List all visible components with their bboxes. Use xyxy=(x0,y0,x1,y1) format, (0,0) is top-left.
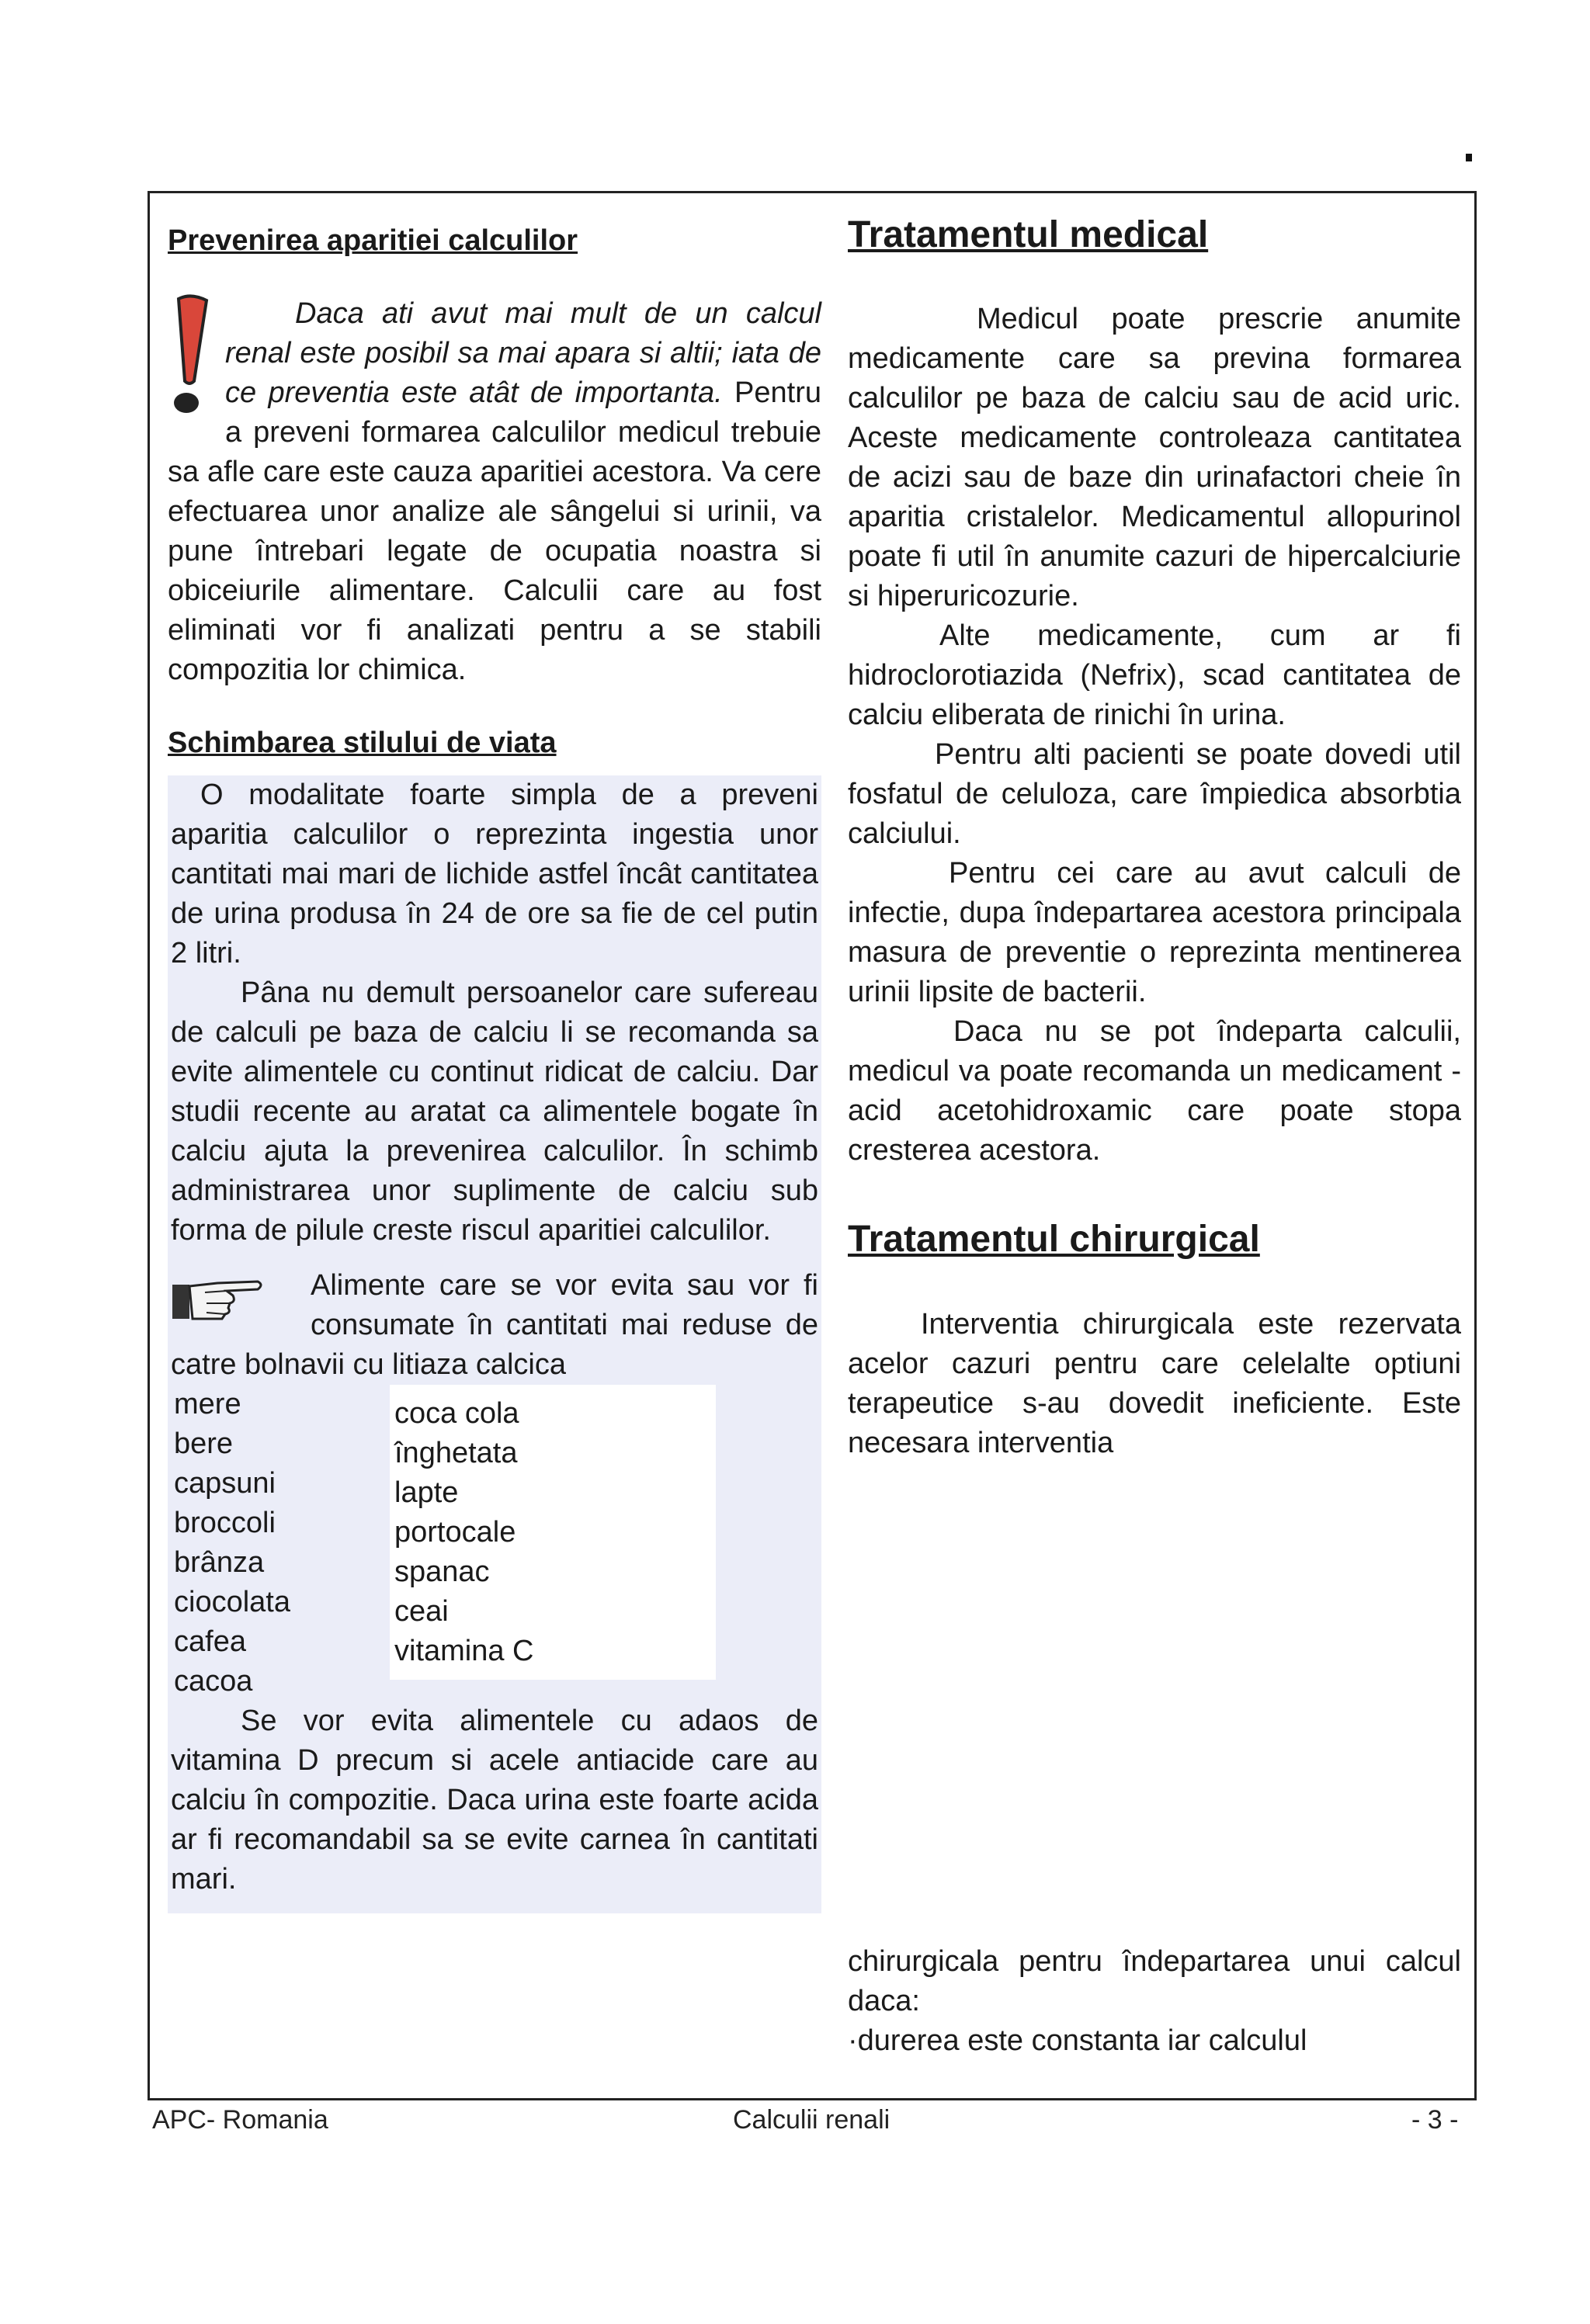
lifestyle-paragraph-1: O modalitate foarte simpla de a preveni aparitia calculilor o reprezinta ingestia unor cantitati mai mari de lichide astfel încât cantitatea de urina produsa în 24 de ore sa fie de cel putin 2 litri. xyxy=(171,778,818,969)
food-item: vitamina C xyxy=(394,1634,534,1667)
surgical-paragraph-1: Interventia chirurgicala este rezervata acelor cazuri pentru care celelalte optiuni terapeutice s-au dovedit ineficiente. Este necesara interventia xyxy=(848,1307,1461,1459)
prevention-paragraph xyxy=(168,294,821,690)
food-item: spanac xyxy=(394,1555,490,1588)
food-item: bere xyxy=(174,1427,234,1460)
corner-mark xyxy=(1466,154,1472,161)
heading-prevention: Prevenirea aparitiei calculilor xyxy=(168,224,578,257)
food-item: capsuni xyxy=(174,1466,276,1500)
medical-paragraph-5: Daca nu se pot îndeparta calculii, medicul va poate recomanda un medicament - acid acetohidroxamic care poate stopa cresterea acestora. xyxy=(848,1015,1461,1167)
exclamation-icon xyxy=(168,294,216,420)
footer-organization: APC- Romania xyxy=(152,2105,328,2135)
foods-lists xyxy=(171,1385,818,1701)
food-item: cafea xyxy=(174,1625,246,1658)
heading-medical: Tratamentul medical xyxy=(848,214,1209,255)
prevention-intro xyxy=(168,294,821,690)
food-item: broccoli xyxy=(174,1506,276,1539)
lifestyle-paragraph-3: Se vor evita alimentele cu adaos de vitamina D precum si acele antiacide care au calciu în compozitie. Daca urina este foarte acida ar fi recomandabil sa se evite carnea în cantitati mari. xyxy=(171,1704,818,1896)
right-column xyxy=(848,211,1461,1463)
lifestyle-paragraph-2: Pâna nu demult persoanelor care sufereau de calculi pe baza de calciu li se recomanda sa evite alimentele cu continut ridicat de calciu. Dar studii recente au aratat ca alimentele bogate în calciu ajuta la prevenirea calculilor. În schimb administrarea unor suplimente de calciu sub forma de pilule creste riscul aparitiei calculilor. xyxy=(171,976,818,1247)
food-item: înghetata xyxy=(394,1436,518,1469)
foods-list-left xyxy=(174,1385,290,1701)
heading-lifestyle: Schimbarea stilului de viata xyxy=(168,727,557,760)
food-item: portocale xyxy=(394,1515,516,1549)
surgical-continuation xyxy=(848,1942,1461,2061)
food-item: ceai xyxy=(394,1594,449,1628)
medical-paragraph-4: Pentru cei care au avut calculi de infectie, dupa îndepartarea acestora principala masura de preventie o reprezinta mentinerea urinii lipsite de bacterii. xyxy=(848,857,1461,1009)
medical-paragraph-2: Alte medicamente, cum ar fi hidroclorotiazida (Nefrix), scad cantitatea de calciu eliberata de rinichi în urina. xyxy=(848,619,1461,732)
medical-paragraph-1: Medicul poate prescrie anumite medicamente care sa previna formarea calculilor pe baza de calciu sau de acid uric. Aceste medicamente controleaza cantitatea de acizi sau de baze din urinafactori cheie în aparitia cristalelor. Medicamentul allopurinol poate fi util în anumite cazuri de hipercalciurie si hiperuricozurie. xyxy=(848,303,1461,613)
heading-surgical: Tratamentul chirurgical xyxy=(848,1219,1260,1261)
lifestyle-block xyxy=(168,775,821,1913)
prevention-rest: Pentru a preveni formarea calculilor medicul trebuie sa afle care este cauza aparitiei acestora. Va cere efectuarea unor analize ale sângelui si urinii, va pune întrebari legate de ocupatia noastra si obiceiurile alimentare. Calculii care au fost eliminati vor fi analizati pentru a se stabili compozitia lor chimica. xyxy=(168,376,821,687)
foods-list-right xyxy=(390,1385,716,1680)
food-item: ciocolata xyxy=(174,1585,290,1618)
pointing-hand-icon xyxy=(171,1269,266,1325)
footer-page-number: - 3 - xyxy=(1411,2105,1459,2135)
medical-paragraph-3: Pentru alti pacienti se poate dovedi util fosfatul de celuloza, care împiedica absorbtia calciului. xyxy=(848,738,1461,851)
food-item: mere xyxy=(174,1387,241,1420)
food-item: coca cola xyxy=(394,1396,519,1430)
footer-title: Calculii renali xyxy=(733,2105,890,2135)
food-item: brânza xyxy=(174,1545,265,1579)
prevention-italic: Daca ati avut mai mult de un calcul renal este posibil sa mai apara si altii; iata de ce preventia este atât de importanta. xyxy=(225,297,821,410)
foods-intro: Alimente care se vor evita sau vor fi consumate în cantitati mai reduse de catre bolnavii cu litiaza calcica xyxy=(171,1268,818,1381)
surgical-paragraph-2: chirurgicala pentru îndepartarea unui calcul daca: xyxy=(848,1945,1461,2017)
left-column xyxy=(168,211,821,1913)
foods-intro-block xyxy=(171,1266,818,1385)
food-item: lapte xyxy=(394,1476,459,1509)
food-item: cacoa xyxy=(174,1664,253,1698)
surgical-bullet: ·durerea este constanta iar calculul xyxy=(848,2024,1307,2057)
